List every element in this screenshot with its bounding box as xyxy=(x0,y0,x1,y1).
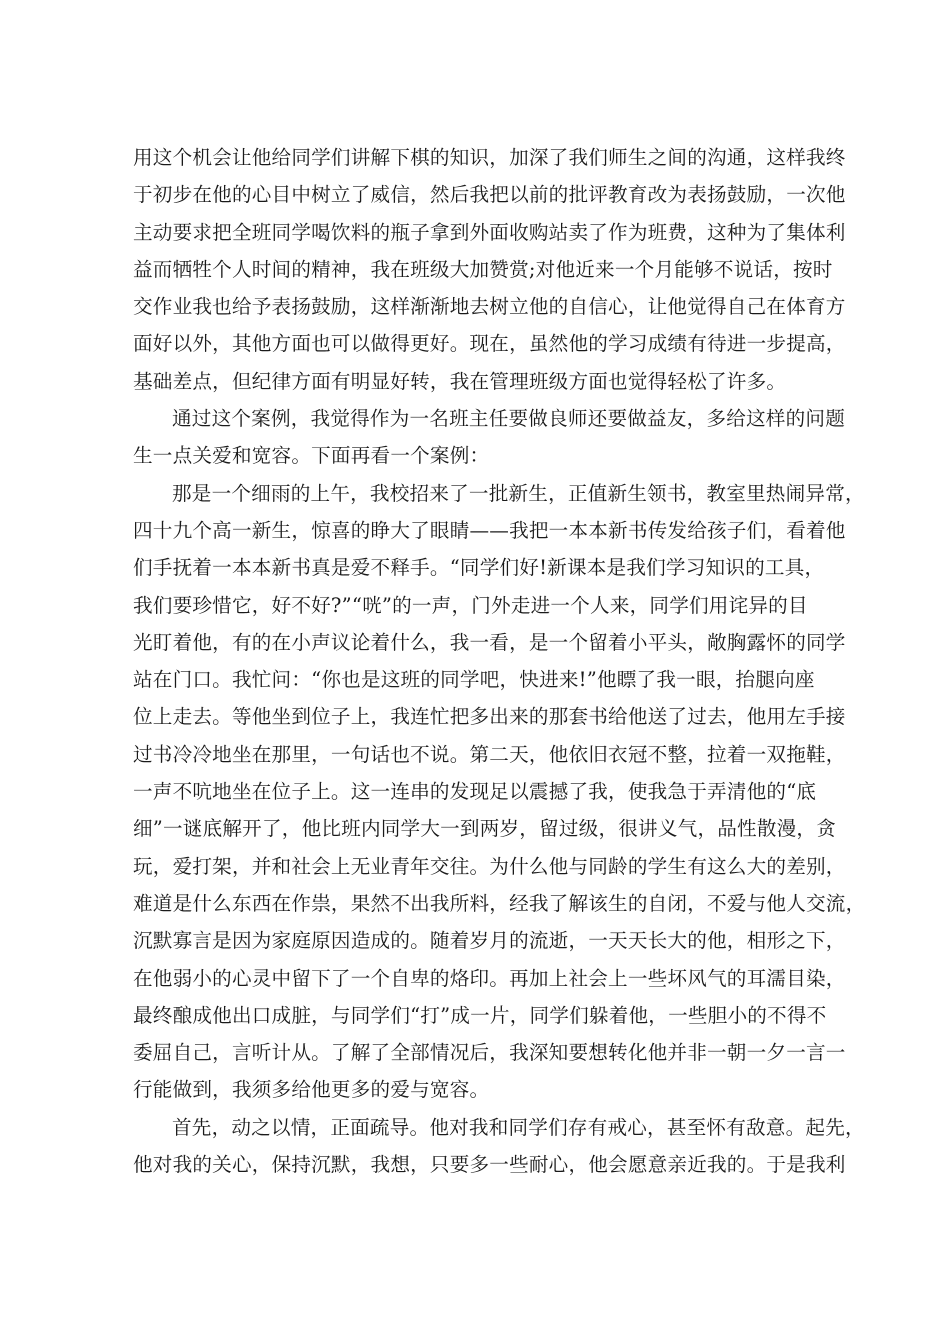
text-line: 面好以外，其他方面也可以做得更好。现在，虽然他的学习成绩有待进一步提高， xyxy=(133,332,846,356)
paragraph-2 xyxy=(133,400,845,475)
text-line: 用这个机会让他给同学们讲解下棋的知识，加深了我们师生之间的沟通，这样我终 xyxy=(133,146,846,169)
text-line: 通过这个案例，我觉得作为一名班主任要做良师还要做益友，多给这样的问题 xyxy=(172,407,845,431)
text-line: 委屈自己，言听计从。了解了全部情况后，我深知要想转化他并非一朝一夕一言一 xyxy=(133,1041,846,1065)
text-line: 首先，动之以情，正面疏导。他对我和同学们存有戒心，甚至怀有敌意。起先， xyxy=(172,1115,865,1139)
text-line: 们手抚着一本本新书真是爱不释手。“同学们好!新课本是我们学习知识的工具， xyxy=(133,556,825,580)
text-line: 难道是什么东西在作祟，果然不出我所料，经我了解该生的自闭，不爱与他人交流， xyxy=(133,891,866,915)
text-line: 在他弱小的心灵中留下了一个自卑的烙印。再加上社会上一些坏风气的耳濡目染， xyxy=(133,966,846,990)
paragraph-3 xyxy=(133,475,866,1109)
text-line: 位上走去。等他坐到位子上，我连忙把多出来的那套书给他送了过去，他用左手接 xyxy=(133,705,846,729)
text-line: 基础差点，但纪律方面有明显好转，我在管理班级方面也觉得轻松了许多。 xyxy=(133,369,787,393)
paragraph-1 xyxy=(133,139,846,400)
text-line: 站在门口。我忙问：“你也是这班的同学吧，快进来!”他瞟了我一眼，抬腿向座 xyxy=(133,668,815,692)
text-line: 生一点关爱和宽容。下面再看一个案例： xyxy=(133,444,490,468)
text-line: 一声不吭地坐在位子上。这一连串的发现足以震撼了我，使我急于弄清他的“底 xyxy=(133,780,817,804)
text-line: 我们要珍惜它，好不好?”“咣”的一声，门外走进一个人来，同学们用诧异的目 xyxy=(133,593,808,617)
text-line: 最终酿成他出口成脏，与同学们“打”成一片，同学们躲着他，一些胆小的不得不 xyxy=(133,1003,827,1027)
text-line: 主动要求把全班同学喝饮料的瓶子拿到外面收购站卖了作为班费，这种为了集体利 xyxy=(133,220,846,244)
text-line: 细”一谜底解开了，他比班内同学大一到两岁，留过级，很讲义气，品性散漫，贪 xyxy=(133,817,836,841)
text-line: 交作业我也给予表扬鼓励，这样渐渐地去树立他的自信心，让他觉得自己在体育方 xyxy=(133,295,846,319)
text-line: 益而牺牲个人时间的精神，我在班级大加赞赏;对他近来一个月能够不说话，按时 xyxy=(133,257,833,281)
text-line: 他对我的关心，保持沉默，我想，只要多一些耐心，他会愿意亲近我的。于是我利 xyxy=(133,1153,846,1177)
text-line: 玩，爱打架，并和社会上无业青年交往。为什么他与同龄的学生有这么大的差别， xyxy=(133,854,846,878)
text-line: 四十九个高一新生，惊喜的睁大了眼睛——我把一本本新书传发给孩子们，看着他 xyxy=(133,518,846,542)
text-line: 行能做到，我须多给他更多的爱与宽容。 xyxy=(133,1078,490,1102)
paragraph-4 xyxy=(133,1109,865,1184)
text-line: 于初步在他的心目中树立了威信，然后我把以前的批评教育改为表扬鼓励，一次他 xyxy=(133,183,846,207)
text-line: 光盯着他，有的在小声议论着什么，我一看，是一个留着小平头，敞胸露怀的同学 xyxy=(133,630,846,654)
text-line: 沉默寡言是因为家庭原因造成的。随着岁月的流逝，一天天长大的他，相形之下， xyxy=(133,929,846,953)
text-line: 那是一个细雨的上午，我校招来了一批新生，正值新生领书，教室里热闹异常， xyxy=(172,481,865,505)
text-line: 过书冷冷地坐在那里，一句话也不说。第二天，他依旧衣冠不整，拉着一双拖鞋， xyxy=(133,742,846,766)
document-body xyxy=(133,139,866,1183)
